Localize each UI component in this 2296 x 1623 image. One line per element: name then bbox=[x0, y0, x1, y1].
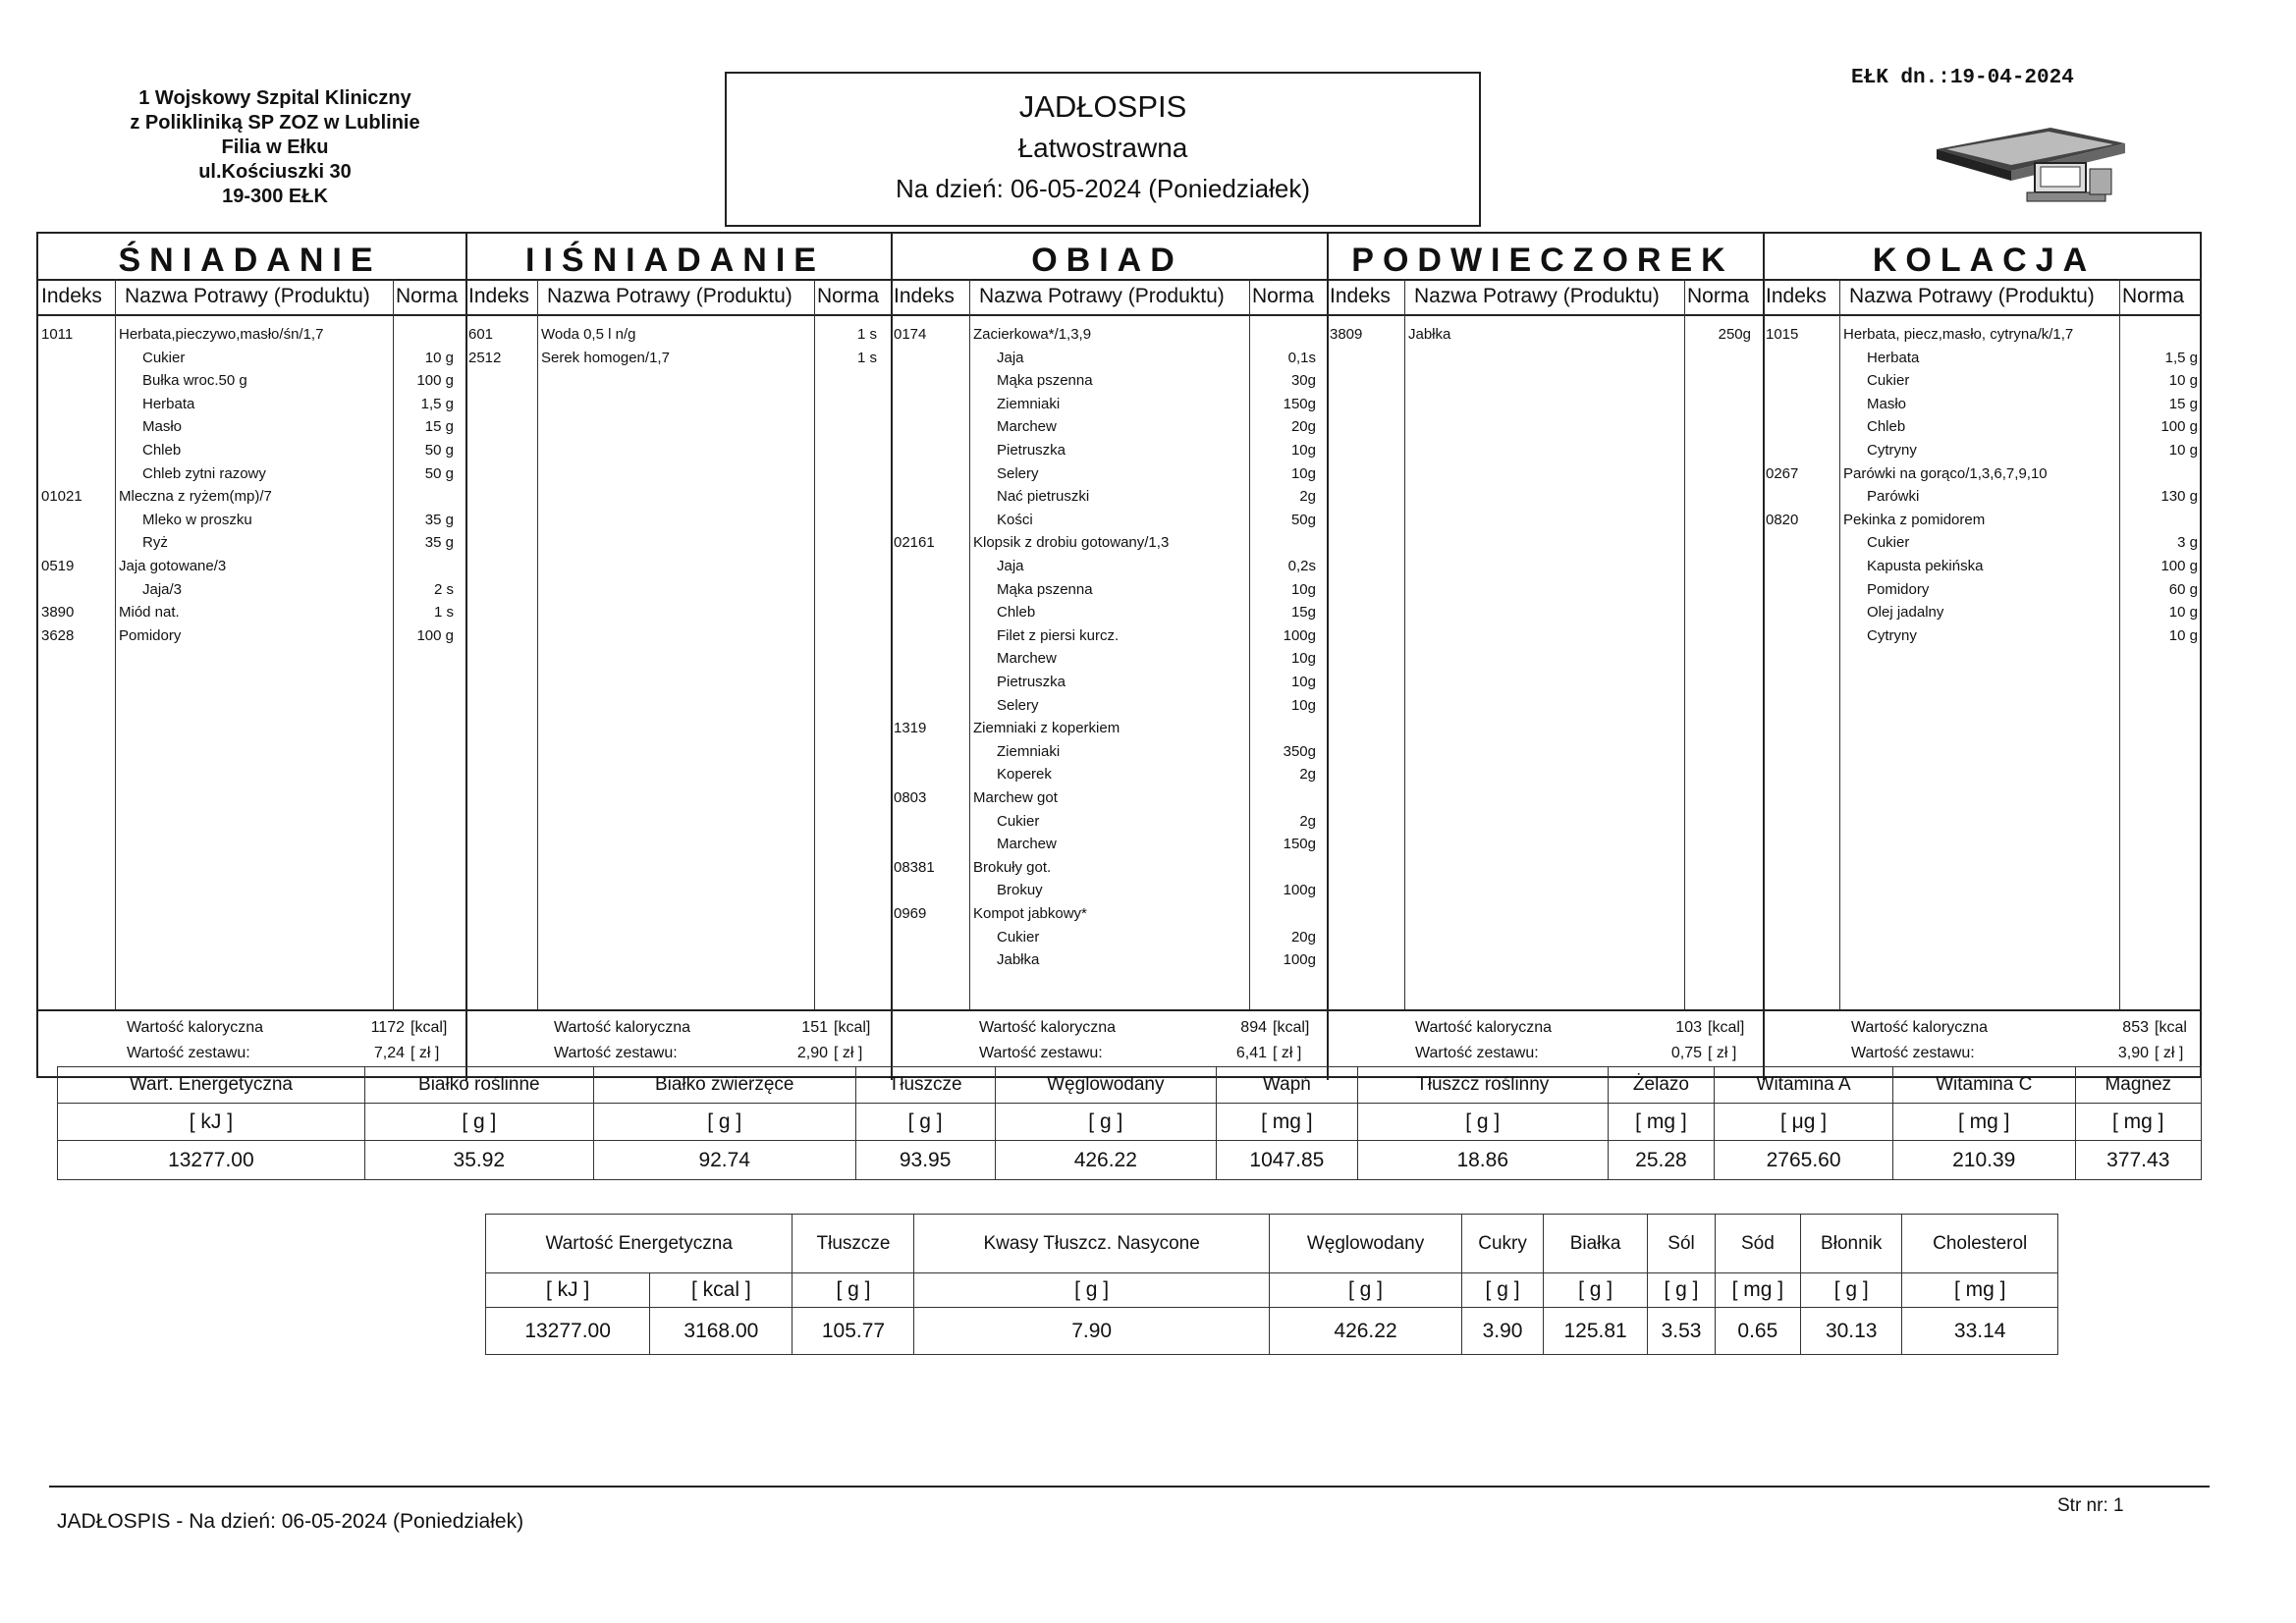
row-name: Ziemniaki bbox=[997, 742, 1061, 760]
row-name: Kapusta pekińska bbox=[1867, 558, 1984, 574]
hospital-line: 1 Wojskowy Szpital Kliniczny bbox=[138, 87, 411, 109]
row-name: Chleb bbox=[1867, 418, 1906, 436]
nutrient-value: 25.28 bbox=[1608, 1141, 1715, 1180]
row-norm: 100 g bbox=[2160, 558, 2198, 574]
kcal-value: 1172 bbox=[370, 1019, 405, 1036]
row-norm: 350g bbox=[1283, 742, 1316, 760]
row-name: Marchew got bbox=[973, 789, 1058, 806]
row-norm: 150g bbox=[1283, 395, 1316, 412]
nutrient-header: Tłuszcz roślinny bbox=[1357, 1067, 1608, 1104]
row-norm: 2g bbox=[1299, 812, 1316, 830]
name-column-header: Nazwa Potrawy (Produktu) bbox=[979, 285, 1225, 307]
nutrient-value: 35.92 bbox=[364, 1141, 593, 1180]
norm-column-header: Norma bbox=[396, 285, 459, 307]
row-norm: 10g bbox=[1290, 580, 1316, 598]
row-name: Zacierkowa*/1,3,9 bbox=[973, 326, 1092, 343]
cost-label: Wartość zestawu: bbox=[1415, 1045, 1539, 1061]
footer-title: JADŁOSPIS - Na dzień: 06-05-2024 (Poniedziałek) bbox=[57, 1510, 524, 1533]
row-norm: 60 g bbox=[2168, 580, 2198, 598]
kcal-label: Wartość kaloryczna bbox=[127, 1019, 263, 1036]
row-norm: 10g bbox=[1290, 674, 1316, 690]
nutrient-value: 426.22 bbox=[1269, 1308, 1461, 1355]
norm-column-header: Norma bbox=[2122, 285, 2185, 307]
nutrient-value: 13277.00 bbox=[486, 1308, 650, 1355]
row-name: Mleko w proszku bbox=[142, 511, 252, 528]
nutrient-value: 7.90 bbox=[914, 1308, 1269, 1355]
cost-value: 2,90 bbox=[796, 1045, 828, 1061]
row-name: Jaja/3 bbox=[142, 580, 183, 598]
row-name: Cukier bbox=[997, 928, 1040, 946]
row-name: Cukier bbox=[142, 349, 186, 366]
summary-divider bbox=[38, 1009, 2200, 1011]
document-title: JADŁOSPIS bbox=[1018, 89, 1187, 124]
column-header-divider bbox=[38, 314, 2200, 316]
hospital-line: Filia w Ełku bbox=[221, 136, 329, 158]
row-index: 601 bbox=[468, 326, 494, 343]
row-index: 0174 bbox=[894, 326, 927, 343]
row-name: Masło bbox=[142, 418, 183, 436]
kcal-label: Wartość kaloryczna bbox=[979, 1019, 1116, 1036]
row-name: Miód nat. bbox=[119, 604, 180, 622]
row-name: Selery bbox=[997, 696, 1039, 714]
row-norm: 2g bbox=[1299, 488, 1316, 506]
nutrient-unit: [ g ] bbox=[914, 1273, 1269, 1308]
row-norm: 50 g bbox=[424, 464, 454, 482]
nutrient-unit: [ g ] bbox=[995, 1104, 1216, 1141]
row-name: Jaja bbox=[997, 558, 1024, 574]
index-column-header: Indeks bbox=[894, 285, 955, 307]
kcal-unit: [kcal] bbox=[1708, 1019, 1745, 1036]
cost-unit: [ zł ] bbox=[2155, 1045, 2184, 1061]
cost-value: 0,75 bbox=[1670, 1045, 1702, 1061]
row-index: 08381 bbox=[894, 858, 935, 876]
nutrient-unit: [ g ] bbox=[1543, 1273, 1647, 1308]
row-name: Chleb zytni razowy bbox=[142, 464, 266, 482]
row-name: Herbata, piecz,masło, cytryna/k/1,7 bbox=[1843, 326, 2074, 343]
row-norm: 10 g bbox=[2168, 442, 2198, 459]
row-name: Bułka wroc.50 g bbox=[142, 372, 247, 390]
row-norm: 1,5 g bbox=[420, 395, 454, 412]
kcal-unit: [kcal] bbox=[1273, 1019, 1310, 1036]
row-norm: 15 g bbox=[424, 418, 454, 436]
kcal-value: 853 bbox=[2122, 1019, 2149, 1036]
row-norm: 2g bbox=[1299, 766, 1316, 784]
nutrient-unit: [ g ] bbox=[1648, 1273, 1715, 1308]
row-index: 0519 bbox=[41, 558, 75, 574]
nutrient-value: 3.90 bbox=[1462, 1308, 1544, 1355]
row-norm: 15 g bbox=[2168, 395, 2198, 412]
hospital-line: z Polikliniką SP ZOZ w Lublinie bbox=[130, 112, 420, 134]
row-index: 0820 bbox=[1766, 511, 1799, 528]
nutrient-header: Wapń bbox=[1216, 1067, 1357, 1104]
row-index: 02161 bbox=[894, 534, 935, 552]
row-norm: 30g bbox=[1290, 372, 1316, 390]
row-name: Woda 0,5 l n/g bbox=[541, 326, 636, 343]
row-name: Jaja bbox=[997, 349, 1024, 366]
row-name: Nać pietruszki bbox=[997, 488, 1090, 506]
row-norm: 35 g bbox=[424, 511, 454, 528]
row-norm: 1,5 g bbox=[2164, 349, 2198, 366]
row-norm: 15g bbox=[1290, 604, 1316, 622]
row-name: Olej jadalny bbox=[1867, 604, 1944, 622]
row-name: Cytryny bbox=[1867, 626, 1917, 644]
row-name: Marchew bbox=[997, 650, 1057, 668]
name-column-header: Nazwa Potrawy (Produktu) bbox=[125, 285, 370, 307]
row-name: Jabłka bbox=[997, 951, 1040, 969]
nutrient-header: Węglowodany bbox=[1269, 1215, 1461, 1273]
index-column-header: Indeks bbox=[1766, 285, 1827, 307]
row-index: 1015 bbox=[1766, 326, 1799, 343]
meal-title: PODWIECZOREK bbox=[1351, 242, 1734, 279]
row-name: Ziemniaki bbox=[997, 395, 1061, 412]
norm-column-header: Norma bbox=[1687, 285, 1750, 307]
row-norm: 10 g bbox=[2168, 372, 2198, 390]
row-index: 3628 bbox=[41, 626, 75, 644]
row-name: Herbata bbox=[142, 395, 195, 412]
cost-label: Wartość zestawu: bbox=[127, 1045, 250, 1061]
cost-value: 3,90 bbox=[2117, 1045, 2149, 1061]
nutrient-unit: [ mg ] bbox=[1892, 1104, 2075, 1141]
row-norm: 10 g bbox=[2168, 626, 2198, 644]
kcal-value: 103 bbox=[1675, 1019, 1702, 1036]
row-name: Jaja gotowane/3 bbox=[119, 558, 227, 574]
row-norm: 10g bbox=[1290, 650, 1316, 668]
nutrient-header: Magnez bbox=[2075, 1067, 2201, 1104]
hospital-line: 19-300 EŁK bbox=[222, 186, 328, 207]
nutrient-unit: [ g ] bbox=[855, 1104, 995, 1141]
nutrient-header: Sód bbox=[1715, 1215, 1800, 1273]
nutrient-header: Białko roślinne bbox=[364, 1067, 593, 1104]
row-name: Brokuy bbox=[997, 882, 1043, 899]
row-name: Chleb bbox=[997, 604, 1036, 622]
row-name: Koperek bbox=[997, 766, 1052, 784]
nutrient-unit: [ mg ] bbox=[1608, 1104, 1715, 1141]
row-norm: 100g bbox=[1283, 951, 1316, 969]
nutrient-value: 125.81 bbox=[1543, 1308, 1647, 1355]
cost-unit: [ zł ] bbox=[410, 1045, 440, 1061]
row-name: Klopsik z drobiu gotowany/1,3 bbox=[973, 534, 1170, 552]
name-column-header: Nazwa Potrawy (Produktu) bbox=[547, 285, 793, 307]
meal-title: KOLACJA bbox=[1872, 242, 2097, 279]
menu-table bbox=[36, 232, 2202, 1078]
row-norm: 100g bbox=[1283, 626, 1316, 644]
nutrient-unit: [ g ] bbox=[793, 1273, 914, 1308]
name-column-header: Nazwa Potrawy (Produktu) bbox=[1849, 285, 2095, 307]
nutrient-header: Wart. Energetyczna bbox=[58, 1067, 365, 1104]
row-index: 0267 bbox=[1766, 464, 1799, 482]
cost-label: Wartość zestawu: bbox=[1851, 1045, 1975, 1061]
nutrient-header: Białko zwierzęce bbox=[593, 1067, 855, 1104]
row-name: Parówki na gorąco/1,3,6,7,9,10 bbox=[1843, 464, 2048, 482]
cost-unit: [ zł ] bbox=[834, 1045, 863, 1061]
nutrient-header: Tłuszcze bbox=[793, 1215, 914, 1273]
index-column-border bbox=[1404, 279, 1405, 1009]
row-name: Mąka pszenna bbox=[997, 580, 1093, 598]
row-index: 2512 bbox=[468, 349, 502, 366]
nutrient-value: 13277.00 bbox=[58, 1141, 365, 1180]
nutrient-header: Błonnik bbox=[1801, 1215, 1902, 1273]
nutrient-unit: [ mg ] bbox=[1902, 1273, 2058, 1308]
nutrient-unit: [ g ] bbox=[593, 1104, 855, 1141]
row-norm: 1 s bbox=[856, 349, 877, 366]
nutrient-unit: [ g ] bbox=[1801, 1273, 1902, 1308]
nutrient-unit: [ mg ] bbox=[1715, 1273, 1800, 1308]
row-norm: 130 g bbox=[2160, 488, 2198, 506]
meal-separator bbox=[1763, 234, 1765, 1080]
row-norm: 100 g bbox=[416, 372, 454, 390]
nutrient-unit: [ kJ ] bbox=[486, 1273, 650, 1308]
kcal-value: 151 bbox=[801, 1019, 828, 1036]
name-column-header: Nazwa Potrawy (Produktu) bbox=[1414, 285, 1660, 307]
nutrient-value: 93.95 bbox=[855, 1141, 995, 1180]
row-norm: 10g bbox=[1290, 442, 1316, 459]
row-norm: 250g bbox=[1718, 326, 1751, 343]
nutrient-header: Białka bbox=[1543, 1215, 1647, 1273]
norm-column-border bbox=[814, 279, 815, 1009]
row-norm: 150g bbox=[1283, 836, 1316, 853]
row-name: Herbata,pieczywo,masło/śn/1,7 bbox=[119, 326, 324, 343]
row-norm: 50 g bbox=[424, 442, 454, 459]
row-name: Ziemniaki z koperkiem bbox=[973, 720, 1121, 737]
diet-name: Łatwostrawna bbox=[1017, 133, 1188, 163]
index-column-border bbox=[115, 279, 116, 1009]
hospital-line: ul.Kościuszki 30 bbox=[198, 161, 352, 183]
row-name: Masło bbox=[1867, 395, 1907, 412]
nutrient-header: Cukry bbox=[1462, 1215, 1544, 1273]
nutrient-value: 0.65 bbox=[1715, 1308, 1800, 1355]
cost-value: 7,24 bbox=[373, 1045, 405, 1061]
nutrient-header: Tłuszcze bbox=[855, 1067, 995, 1104]
kcal-value: 894 bbox=[1240, 1019, 1267, 1036]
row-name: Ryż bbox=[142, 534, 168, 552]
row-norm: 10g bbox=[1290, 696, 1316, 714]
row-norm: 100g bbox=[1283, 882, 1316, 899]
row-name: Cukier bbox=[1867, 534, 1910, 552]
nutrient-unit: [ kcal ] bbox=[650, 1273, 793, 1308]
row-name: Herbata bbox=[1867, 349, 1920, 366]
nutrition-table-1 bbox=[57, 1066, 2202, 1180]
row-name: Jabłka bbox=[1408, 326, 1451, 343]
nutrient-unit: [ kJ ] bbox=[58, 1104, 365, 1141]
footer-divider bbox=[49, 1486, 2210, 1488]
row-name: Kompot jabkowy* bbox=[973, 905, 1087, 922]
nutrient-value: 2765.60 bbox=[1715, 1141, 1893, 1180]
row-name: Cukier bbox=[1867, 372, 1910, 390]
row-name: Filet z piersi kurcz. bbox=[997, 626, 1120, 644]
row-name: Marchew bbox=[997, 836, 1057, 853]
row-index: 3890 bbox=[41, 604, 75, 622]
nutrient-value: 377.43 bbox=[2075, 1141, 2201, 1180]
row-norm: 1 s bbox=[433, 604, 454, 622]
index-column-border bbox=[537, 279, 538, 1009]
meal-title: OBIAD bbox=[1031, 242, 1183, 279]
nutrient-header: Wartość Energetyczna bbox=[486, 1215, 793, 1273]
row-name: Parówki bbox=[1867, 488, 1920, 506]
index-column-border bbox=[1839, 279, 1840, 1009]
nutrient-unit: [ μg ] bbox=[1715, 1104, 1893, 1141]
row-name: Cytryny bbox=[1867, 442, 1917, 459]
row-index: 0969 bbox=[894, 905, 927, 922]
norm-column-header: Norma bbox=[1252, 285, 1315, 307]
row-name: Serek homogen/1,7 bbox=[541, 349, 670, 366]
index-column-header: Indeks bbox=[41, 285, 102, 307]
kcal-unit: [kcal bbox=[2155, 1019, 2187, 1036]
nutrient-header: Węglowodany bbox=[995, 1067, 1216, 1104]
index-column-header: Indeks bbox=[468, 285, 529, 307]
row-norm: 10 g bbox=[2168, 604, 2198, 622]
kcal-label: Wartość kaloryczna bbox=[1851, 1019, 1988, 1036]
row-norm: 2 s bbox=[433, 580, 454, 598]
nutrient-unit: [ g ] bbox=[1462, 1273, 1544, 1308]
row-norm: 0,1s bbox=[1287, 349, 1316, 366]
row-norm: 35 g bbox=[424, 534, 454, 552]
kcal-label: Wartość kaloryczna bbox=[1415, 1019, 1552, 1036]
nutrient-value: 426.22 bbox=[995, 1141, 1216, 1180]
nutrient-value: 33.14 bbox=[1902, 1308, 2058, 1355]
row-norm: 0,2s bbox=[1287, 558, 1316, 574]
meal-separator bbox=[465, 234, 467, 1080]
nutrient-value: 1047.85 bbox=[1216, 1141, 1357, 1180]
nutrient-unit: [ g ] bbox=[1357, 1104, 1608, 1141]
row-name: Pekinka z pomidorem bbox=[1843, 511, 1986, 528]
row-norm: 20g bbox=[1290, 418, 1316, 436]
nutrient-unit: [ g ] bbox=[364, 1104, 593, 1141]
nutrient-header: Witamina C bbox=[1892, 1067, 2075, 1104]
book-computer-logo bbox=[1933, 110, 2139, 204]
row-name: Mleczna z ryżem(mp)/7 bbox=[119, 488, 272, 506]
row-norm: 1 s bbox=[856, 326, 877, 343]
nutrient-value: 3.53 bbox=[1648, 1308, 1715, 1355]
nutrient-value: 105.77 bbox=[793, 1308, 914, 1355]
nutrient-value: 210.39 bbox=[1892, 1141, 2075, 1180]
row-index: 1319 bbox=[894, 720, 927, 737]
meal-title: ŚNIADANIE bbox=[118, 242, 382, 279]
nutrient-header: Żelazo bbox=[1608, 1067, 1715, 1104]
kcal-unit: [kcal] bbox=[834, 1019, 871, 1036]
row-norm: 10g bbox=[1290, 464, 1316, 482]
row-name: Mąka pszenna bbox=[997, 372, 1093, 390]
row-index: 01021 bbox=[41, 488, 82, 506]
index-column-header: Indeks bbox=[1330, 285, 1391, 307]
cost-unit: [ zł ] bbox=[1708, 1045, 1737, 1061]
cost-label: Wartość zestawu: bbox=[554, 1045, 678, 1061]
nutrient-header: Kwasy Tłuszcz. Nasycone bbox=[914, 1215, 1269, 1273]
row-norm: 50g bbox=[1290, 511, 1316, 528]
row-name: Kości bbox=[997, 511, 1033, 528]
row-name: Pietruszka bbox=[997, 442, 1066, 459]
row-name: Pomidory bbox=[1867, 580, 1930, 598]
row-index: 1011 bbox=[41, 326, 74, 343]
nutrient-unit: [ g ] bbox=[1269, 1273, 1461, 1308]
row-index: 0803 bbox=[894, 789, 927, 806]
cost-unit: [ zł ] bbox=[1273, 1045, 1302, 1061]
nutrient-header: Sól bbox=[1648, 1215, 1715, 1273]
title-box bbox=[725, 72, 1481, 227]
kcal-unit: [kcal] bbox=[410, 1019, 448, 1036]
nutrient-unit: [ mg ] bbox=[1216, 1104, 1357, 1141]
meal-separator bbox=[891, 234, 893, 1080]
nutrient-value: 3168.00 bbox=[650, 1308, 793, 1355]
row-name: Pietruszka bbox=[997, 674, 1066, 690]
row-name: Pomidory bbox=[119, 626, 182, 644]
row-name: Brokuły got. bbox=[973, 858, 1052, 876]
row-norm: 100 g bbox=[416, 626, 454, 644]
nutrient-header: Cholesterol bbox=[1902, 1215, 2058, 1273]
row-name: Marchew bbox=[997, 418, 1057, 436]
nutrient-unit: [ mg ] bbox=[2075, 1104, 2201, 1141]
row-name: Selery bbox=[997, 464, 1039, 482]
norm-column-border bbox=[1684, 279, 1685, 1009]
meal-separator bbox=[1327, 234, 1329, 1080]
nutrient-value: 30.13 bbox=[1801, 1308, 1902, 1355]
cost-label: Wartość zestawu: bbox=[979, 1045, 1103, 1061]
index-column-border bbox=[969, 279, 970, 1009]
cost-value: 6,41 bbox=[1235, 1045, 1267, 1061]
norm-column-header: Norma bbox=[817, 285, 880, 307]
row-norm: 3 g bbox=[2177, 534, 2198, 552]
issue-date: EŁK dn.:19-04-2024 bbox=[1851, 67, 2074, 89]
row-norm: 20g bbox=[1290, 928, 1316, 946]
row-name: Cukier bbox=[997, 812, 1040, 830]
row-index: 3809 bbox=[1330, 326, 1363, 343]
row-name: Chleb bbox=[142, 442, 182, 459]
row-norm: 10 g bbox=[424, 349, 454, 366]
nutrient-value: 92.74 bbox=[593, 1141, 855, 1180]
nutrient-header: Witamina A bbox=[1715, 1067, 1893, 1104]
row-norm: 100 g bbox=[2160, 418, 2198, 436]
page-number: Str nr: 1 bbox=[2057, 1495, 2124, 1516]
nutrient-value: 18.86 bbox=[1357, 1141, 1608, 1180]
menu-date: Na dzień: 06-05-2024 (Poniedziałek) bbox=[895, 174, 1311, 203]
hospital-address bbox=[69, 86, 481, 209]
meal-title: IIŚNIADANIE bbox=[525, 242, 825, 279]
nutrition-table-2 bbox=[485, 1214, 2058, 1355]
kcal-label: Wartość kaloryczna bbox=[554, 1019, 690, 1036]
